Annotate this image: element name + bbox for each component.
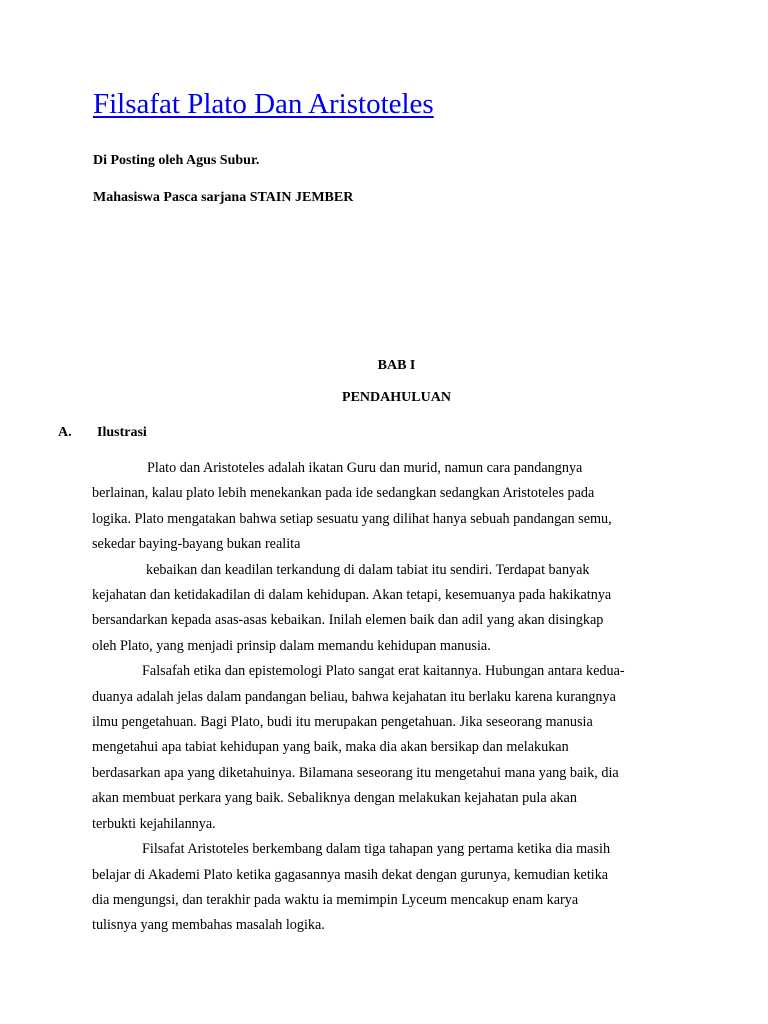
section-title: Ilustrasi: [97, 425, 147, 440]
author-line: Di Posting oleh Agus Subur.: [93, 153, 260, 168]
title-link[interactable]: Filsafat Plato Dan Aristoteles: [93, 88, 434, 120]
text-line: terbukti kejahilannya.: [92, 815, 216, 832]
text-line: akan membuat perkara yang baik. Sebaliknya dengan melakukan kejahatan pula akan: [92, 790, 577, 807]
text-line: Filsafat Aristoteles berkembang dalam tiga tahapan yang pertama ketika dia masih: [142, 841, 611, 858]
text-line: sekedar baying-bayang bukan realita: [92, 536, 301, 553]
text-line: tulisnya yang membahas masalah logika.: [92, 917, 325, 934]
text-line: kebaikan dan keadilan terkandung di dalam tabiat itu sendiri. Terdapat banyak: [146, 561, 590, 578]
affiliation-line: Mahasiswa Pasca sarjana STAIN JEMBER: [93, 190, 354, 205]
text-line: Plato dan Aristoteles adalah ikatan Guru dan murid, namun cara pandangnya: [147, 460, 583, 476]
text-line: berlainan, kalau plato lebih menekankan pada ide sedangkan sedangkan Aristoteles pada: [92, 485, 595, 502]
chapter-title: PENDAHULUAN: [342, 390, 451, 405]
text-line: berdasarkan apa yang diketahuinya. Bilamana seseorang itu mengetahui mana yang baik, dia: [92, 764, 619, 781]
text-line: bersandarkan kepada asas-asas kebaikan. Inilah elemen baik dan adil yang akan disingkap: [92, 612, 604, 629]
text-line: kejahatan dan ketidakadilan di dalam kehidupan. Akan tetapi, kesemuanya pada hakikatnya: [92, 587, 612, 604]
chapter-heading: BAB I: [377, 358, 416, 373]
document-title: [93, 86, 434, 122]
text-line: dia mengungsi, dan terakhir pada waktu ia memimpin Lyceum mencakup enam karya: [92, 891, 579, 908]
text-line: mengetahui apa tabiat kehidupan yang baik, maka dia akan bersikap dan melakukan: [92, 739, 569, 756]
text-line: ilmu pengetahuan. Bagi Plato, budi itu merupakan pengetahuan. Jika seseorang manusia: [92, 714, 593, 731]
text-line: oleh Plato, yang menjadi prinsip dalam memandu kehidupan manusia.: [92, 637, 491, 654]
body-text: [92, 456, 692, 939]
text-line: logika. Plato mengatakan bahwa setiap sesuatu yang dilihat hanya sebuah pandangan semu,: [92, 510, 612, 527]
text-line: Falsafah etika dan epistemologi Plato sangat erat kaitannya. Hubungan antara kedua-: [142, 663, 625, 680]
text-line: duanya adalah jelas dalam pandangan beliau, bahwa kejahatan itu berlaku karena kurangnya: [92, 688, 616, 705]
section-letter: A.: [58, 425, 72, 440]
text-line: belajar di Akademi Plato ketika gagasannya masih dekat dengan gurunya, kemudian ketika: [92, 866, 609, 883]
